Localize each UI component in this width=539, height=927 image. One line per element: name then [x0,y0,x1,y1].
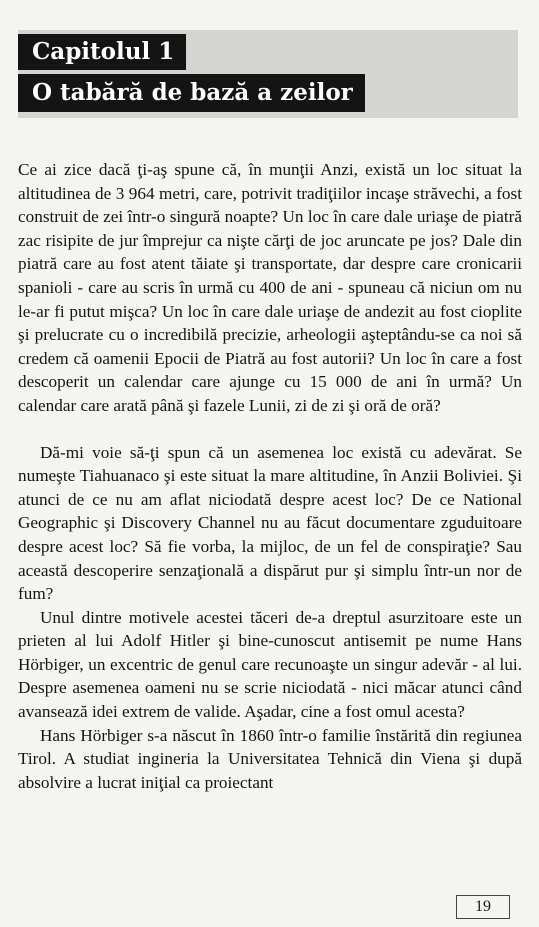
paragraph: Dă-mi voie să-ţi spun că un asemenea loc există cu adevărat. Se numeşte Tiahuanaco şi este situat la mare altitudine, în Anzii Boliviei. Şi atunci de ce nu am aflat niciodată despre acest loc? De ce National Geographic şi Discovery Channel nu au făcut documentare zguduitoare despre acest loc? Să fie vorba, la mijloc, de un fel de conspiraţie? Sau această descoperire senzaţională a dispărut pur şi simplu într-un nor de fum? [18,442,522,604]
chapter-title: O tabără de bază a zeilor [18,74,365,112]
page-number: 19 [456,895,510,919]
paragraph: Ce ai zice dacă ţi-aş spune că, în munţii Anzi, există un loc situat la altitudinea de 3 964 metri, care, potrivit tradiţiilor incaşe străvechi, a fost construit de zei într-o singură noapte? Un loc în care dale uriaşe de piatră zac risipite de jur împrejur ca nişte cărţi de joc aruncate pe jos? Dale din piatră care au fost atent tăiate şi transportate, dar despre care cronicarii spanioli - care au scris în urmă cu 400 de ani - spuneau că niciun om nu le-ar fi putut mişca? Un loc în care dale uriaşe de andezit au fost cioplite şi prelucrate cu o incredibilă precizie, arheologii aşteptându-se ca noi să credem că oamenii Epocii de Piatră au fost autorii? Un loc în care a fost descoperit un calendar care ajunge cu 15 000 de ani în urmă? Un calendar care arată până şi fazele Lunii, zi de zi şi oră de oră? [18,160,522,415]
chapter-label: Capitolul 1 [18,34,186,70]
body-text [18,158,522,794]
paragraph: Hans Hörbiger s-a născut în 1860 într-o familie înstărită din regiunea Tirol. A studiat ingineria la Universitatea Tehnică din Viena şi după absolvire a lucrat iniţial ca proiectant [18,725,522,792]
paragraph: Unul dintre motivele acestei tăceri de-a dreptul asurzitoare este un prieten al lui Adolf Hitler şi bine-cunoscut antisemit pe nume Hans Hörbiger, un excentric de genul care recunoaşte un singur adevăr - al lui. Despre asemenea oameni nu se scrie niciodată - nici măcar atunci când avansează idei extrem de valide. Aşadar, cine a fost omul acesta? [18,607,522,722]
